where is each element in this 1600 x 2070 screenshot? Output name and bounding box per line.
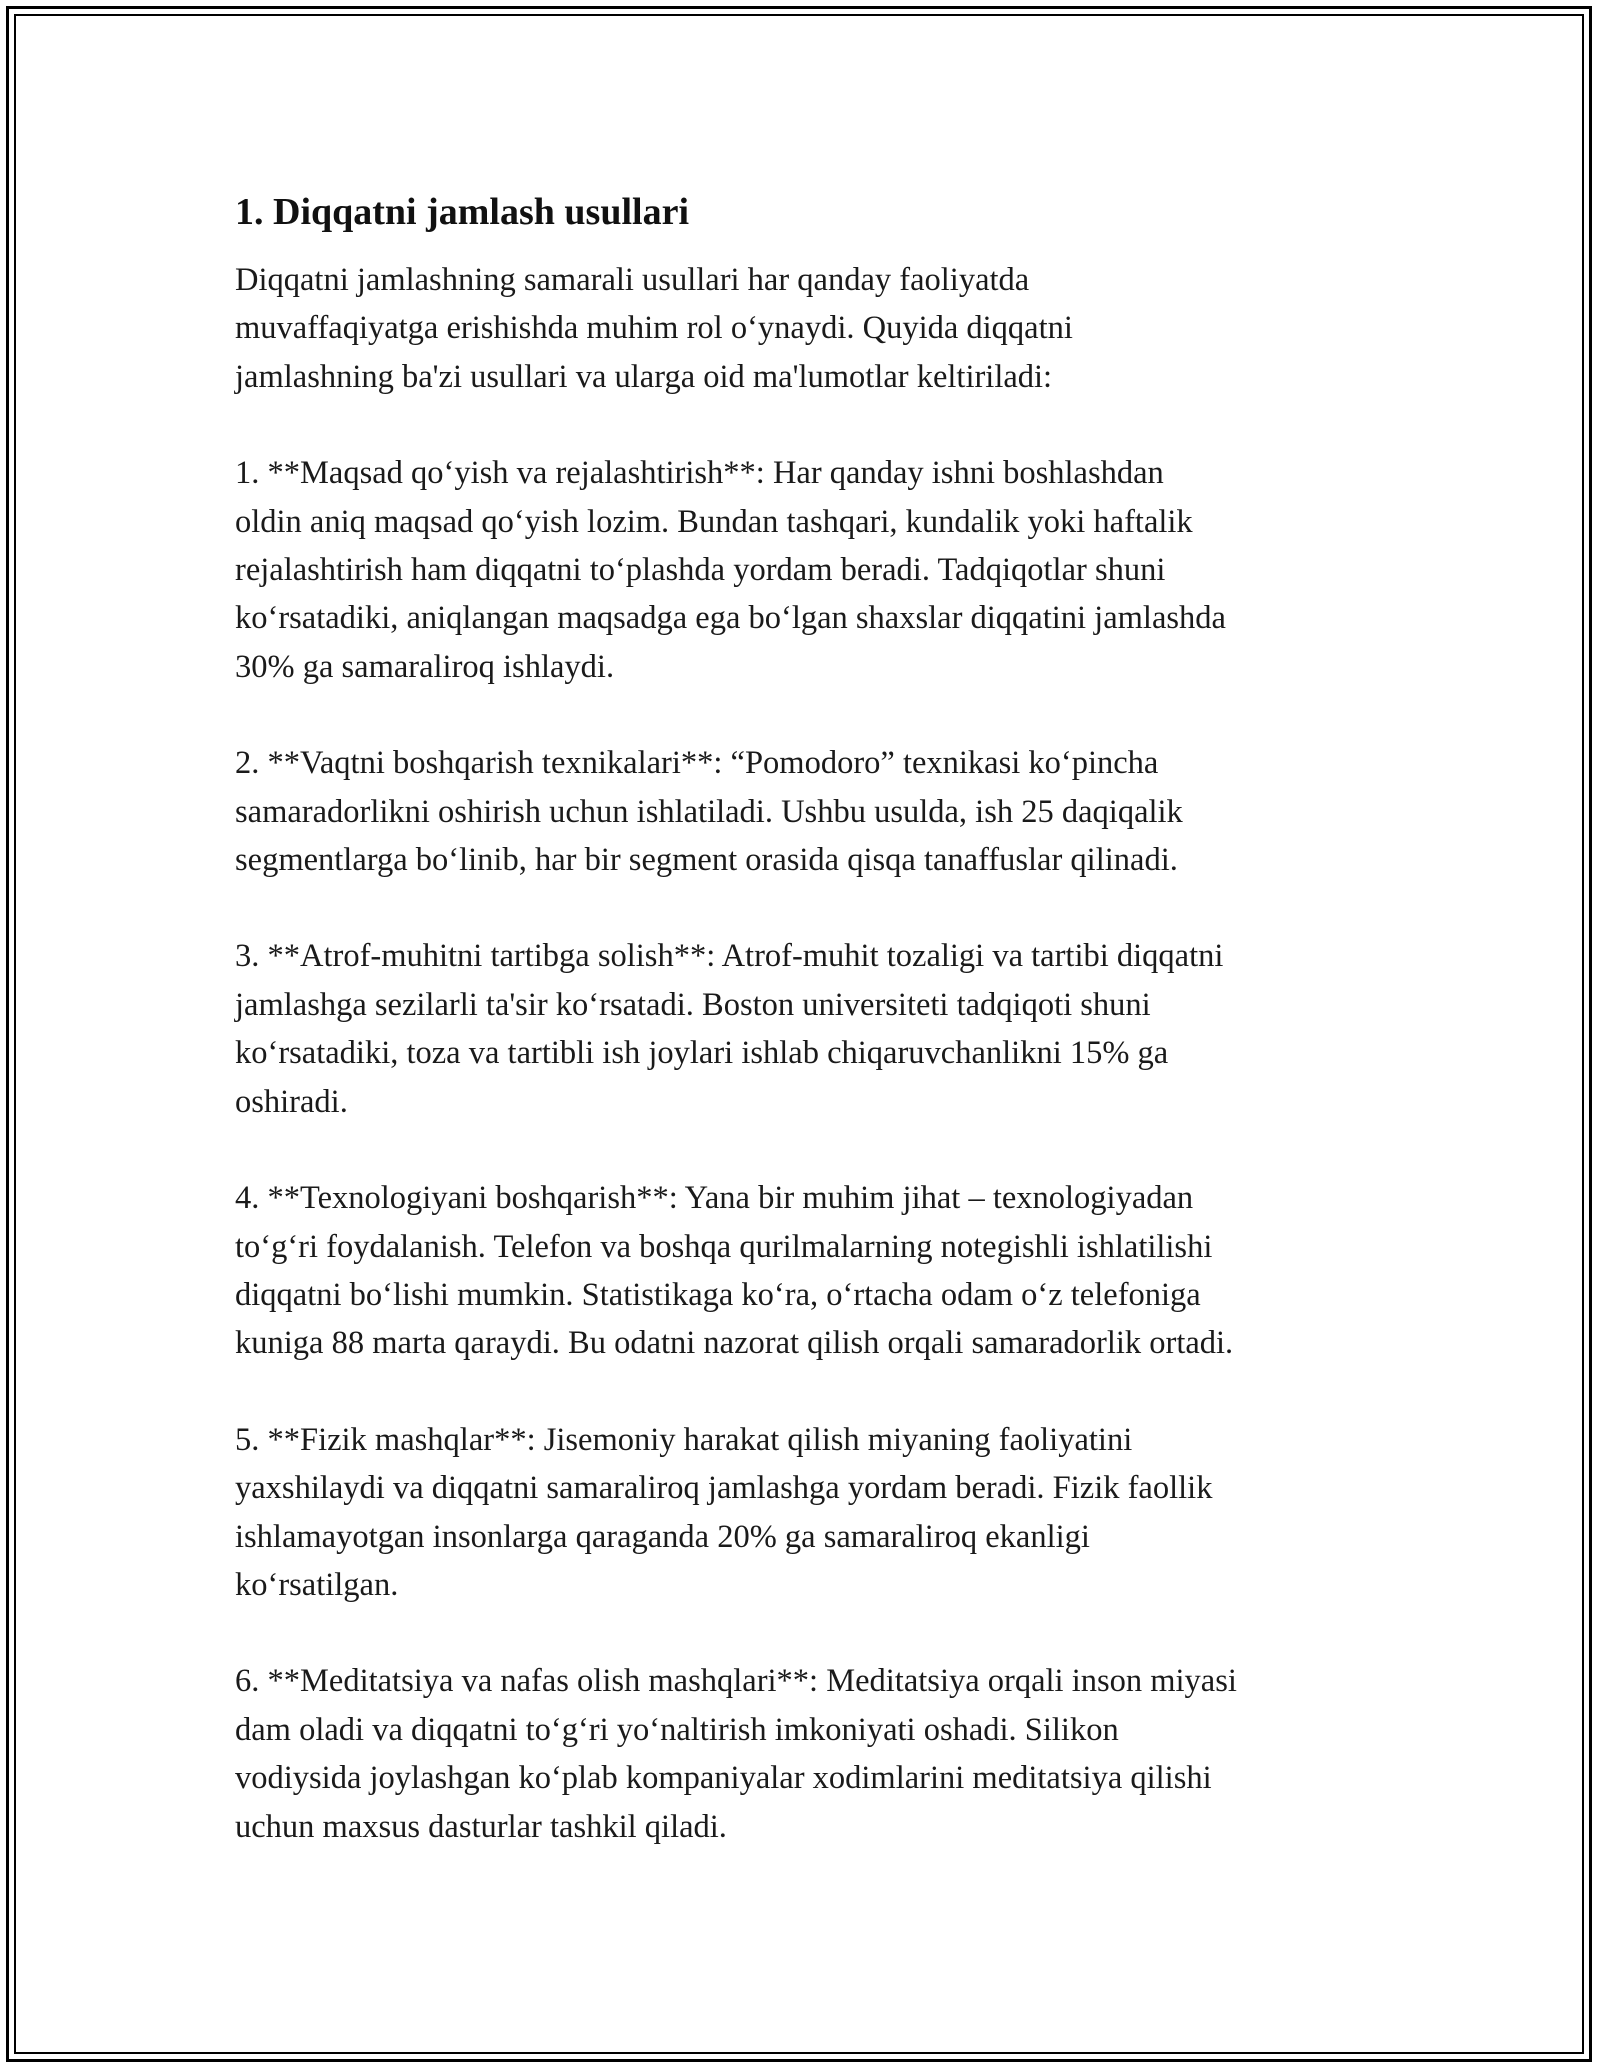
list-item-environment: 3. **Atrof-muhitni tartibga solish**: Atrof-muhit tozaligi va tartibi diqqatni jamlashga sezilarli ta'sir ko‘rsatadi. Boston universiteti tadqiqoti shuni ko‘rsatadiki, toza va tartibli ish joylari ishlab chiqaruvchanlikni 15% ga oshiradi. (235, 938, 1224, 1120)
list-item-time-management: 2. **Vaqtni boshqarish texnikalari**: “Pomodoro” texnikasi ko‘pincha samaradorlikni oshirish uchun ishlatiladi. Ushbu usulda, ish 25 daqiqalik segmentlarga bo‘linib, har bir segment orasida qisqa tanaffuslar qilinadi. (235, 745, 1183, 879)
list-item-technology: 4. **Texnologiyani boshqarish**: Yana bir muhim jihat – texnologiyadan to‘g‘ri foydalanish. Telefon va boshqa qurilmalarning notegishli ishlatilishi diqqatni bo‘lishi mumkin. Statistikaga ko‘ra, o‘rtacha odam o‘z telefoniga kuniga 88 marta qaraydi. Bu odatni nazorat qilish orqali samaradorlik ortadi. (235, 1180, 1234, 1362)
document-body (235, 188, 1395, 1899)
intro-paragraph: Diqqatni jamlashning samarali usullari har qanday faoliyatda muvaffaqiyatga erishishda muhim rol o‘ynaydi. Quyida diqqatni jamlashning ba'zi usullari va ularga oid ma'lumotlar keltiriladi: (235, 262, 1073, 395)
page-title: 1. Diqqatni jamlash usullari (235, 191, 689, 233)
list-item-meditation: 6. **Meditatsiya va nafas olish mashqlari**: Meditatsiya orqali inson miyasi dam oladi va diqqatni to‘g‘ri yo‘naltirish imkoniyati oshadi. Silikon vodiysida joylashgan ko‘plab kompaniyalar xodimlarini meditatsiya qilishi uchun maxsus dasturlar tashkil qiladi. (235, 1663, 1237, 1845)
list-item-goal-setting: 1. **Maqsad qo‘yish va rejalashtirish**: Har qanday ishni boshlashdan oldin aniq maqsad qo‘yish lozim. Bundan tashqari, kundalik yoki haftalik rejalashtirish ham diqqatni to‘plashda yordam beradi. Tadqiqotlar shuni ko‘rsatadiki, aniqlangan maqsadga ega bo‘lgan shaxslar diqqatini jamlashda 30% ga samaraliroq ishlaydi. (235, 455, 1226, 685)
list-item-exercise: 5. **Fizik mashqlar**: Jisemoniy harakat qilish miyaning faoliyatini yaxshilaydi va diqqatni samaraliroq jamlashga yordam beradi. Fizik faollik ishlamayotgan insonlarga qaraganda 20% ga samaraliroq ekanligi ko‘rsatilgan. (235, 1421, 1213, 1603)
